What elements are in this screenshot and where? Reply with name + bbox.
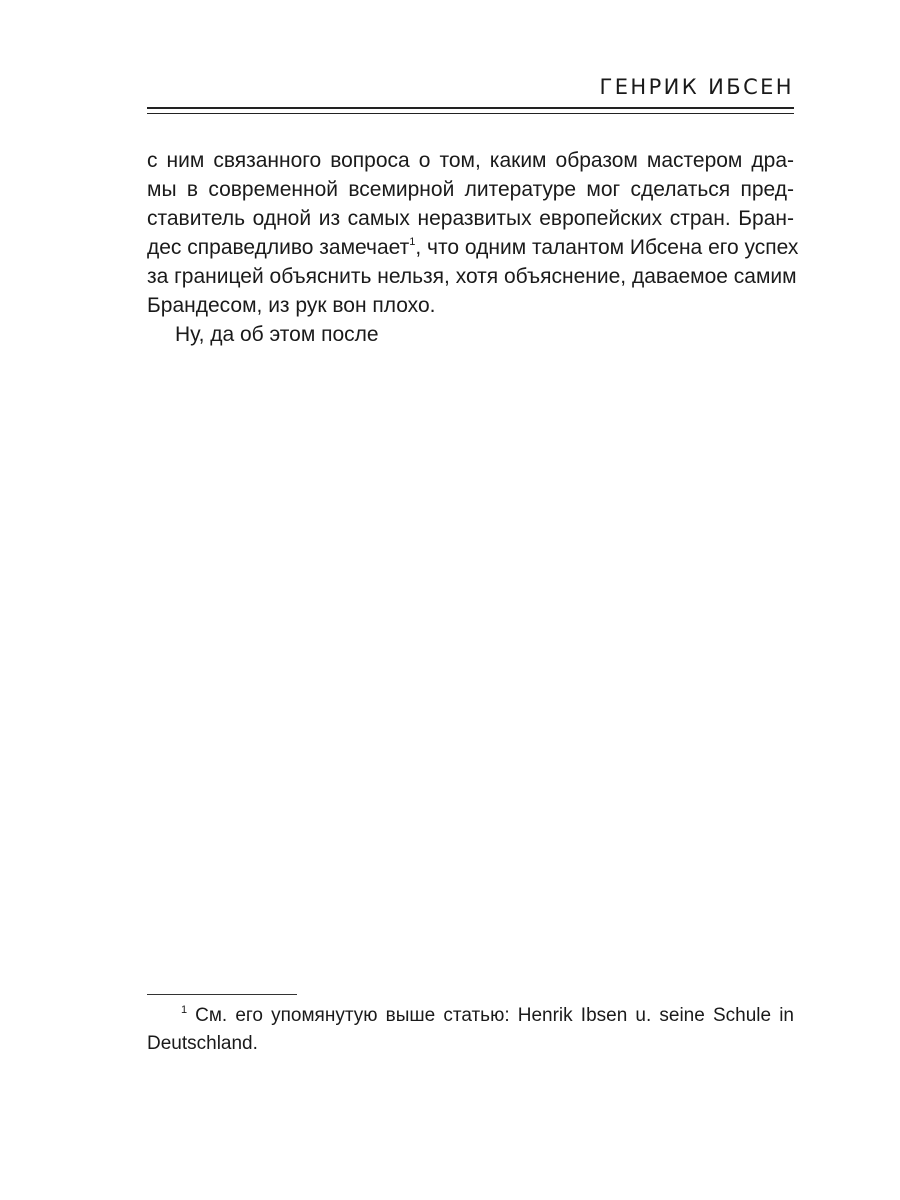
body-line-with-footnote-ref (147, 233, 799, 262)
footnote-reference[interactable]: 1 (409, 236, 416, 248)
footnote-rule (147, 994, 297, 995)
header-rule-thin (147, 113, 794, 114)
body-line: Брандесом, из рук вон плохо. (147, 294, 436, 317)
running-head: ГЕНРИК ИБСЕН (599, 75, 794, 99)
body-line-head: дес справедливо замечает (147, 236, 410, 259)
body-paragraph-line: Ну, да об этом после (175, 323, 379, 346)
footnote-line: 1 См. его упомянутую выше статью: Henrik Ibsen u. seine Schule in (181, 1004, 794, 1026)
footnote (147, 1002, 794, 1058)
footnote-line: Deutschland. (147, 1033, 258, 1054)
footnote-text: См. его упомянутую выше статью: Henrik Ibsen u. seine Schule in (195, 1005, 794, 1026)
body-line: ставитель одной из самых неразвитых европейских стран. Бран- (147, 207, 794, 230)
body-text (147, 146, 799, 349)
body-line: мы в современной всемирной литературе мог сделаться пред- (147, 178, 794, 201)
body-line-tail: , что одним талантом Ибсена его успех (415, 236, 799, 259)
body-line: с ним связанного вопроса о том, каким образом мастером дра- (147, 149, 794, 172)
body-line: за границей объяснить нельзя, хотя объяснение, даваемое самим (147, 265, 797, 288)
header-rule-thick (147, 107, 794, 109)
